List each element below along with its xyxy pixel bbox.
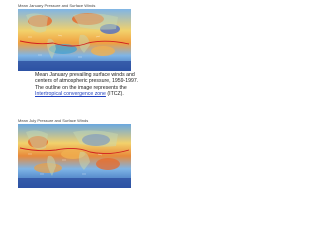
map-caption [35, 72, 145, 98]
january-pressure-map [18, 9, 131, 71]
itcz-link[interactable]: Intertropical convergence zone [35, 91, 106, 98]
july-map-title: Mean July Pressure and Surface Winds [18, 118, 89, 123]
caption-line-2: centers of atmospheric pressure, 1959-1997. [35, 78, 139, 85]
caption-line-4 [35, 91, 145, 97]
july-map [18, 118, 131, 188]
caption-line-3: The outline on the image represents the [35, 84, 127, 91]
caption-line-1: Mean January prevailing surface winds and [35, 72, 135, 78]
caption-line-4-suffix: (ITCZ). [105, 91, 124, 98]
july-pressure-map [18, 124, 131, 188]
january-map [18, 3, 131, 71]
january-map-title: Mean January Pressure and Surface Winds [18, 3, 96, 8]
